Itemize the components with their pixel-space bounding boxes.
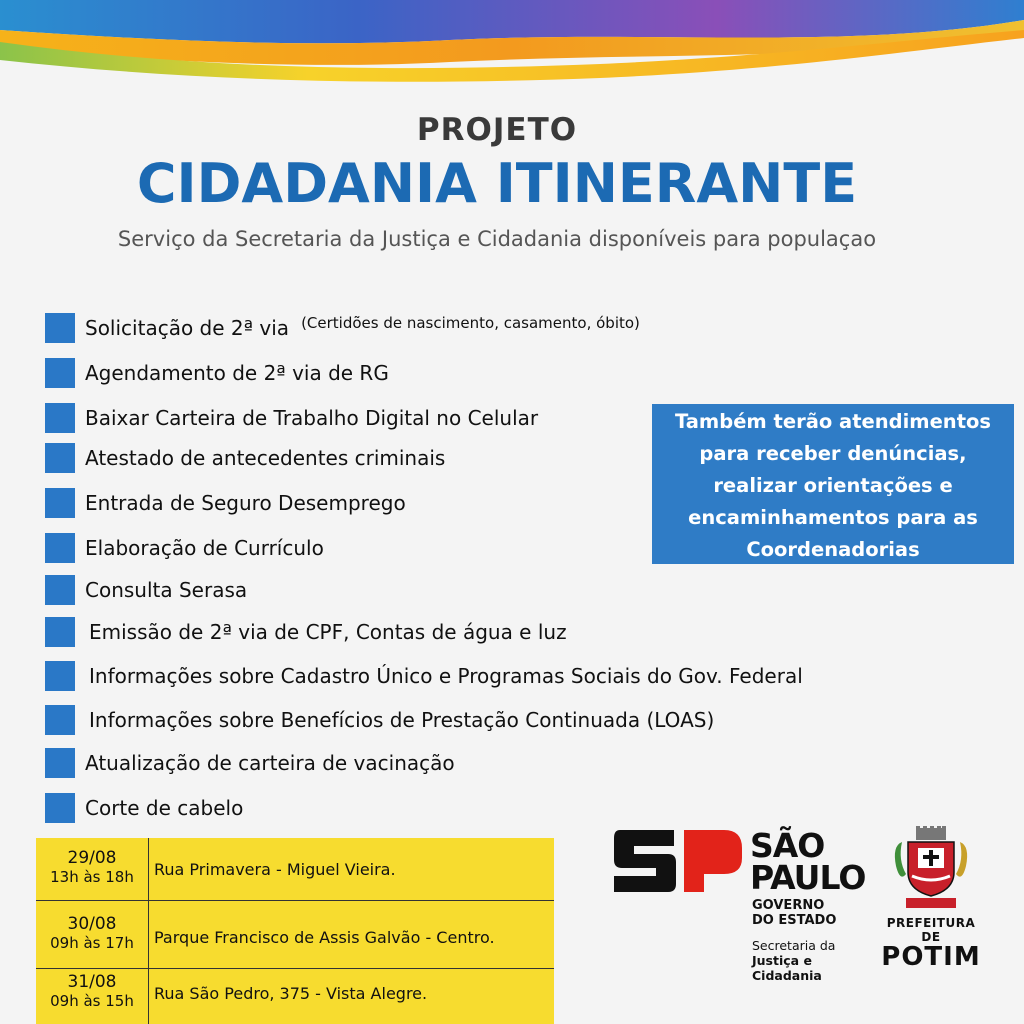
sp-name-line: SÃO [750,826,825,865]
service-label: Informações sobre Benefícios de Prestação Continuada (LOAS) [89,708,715,732]
sp-sec-line: Secretaria da [752,938,836,953]
sp-logo-mark-icon [612,828,744,894]
service-item [45,574,247,606]
service-item [45,402,538,434]
info-line: Coordenadorias [746,538,920,561]
service-item [45,312,640,344]
page-title: CIDADANIA ITINERANTE [136,152,858,215]
bullet-square-icon [45,443,75,473]
service-item [45,442,445,474]
service-item [45,532,324,564]
additional-services-box [652,404,1014,564]
schedule-divider [36,968,554,969]
bullet-square-icon [45,403,75,433]
service-item [45,487,406,519]
schedule-date-cell [36,972,148,1010]
schedule-date: 31/08 [67,972,117,992]
schedule-hours: 09h às 15h [50,992,134,1010]
info-line: para receber denúncias, [699,442,967,465]
schedule-location: Rua Primavera - Miguel Vieira. [154,860,396,879]
schedule-date-cell [36,914,148,952]
service-label: Informações sobre Cadastro Único e Programas Sociais do Gov. Federal [89,664,803,688]
potim-coat-of-arms-icon [888,826,974,912]
service-label: Corte de cabelo [85,796,244,820]
schedule-location: Rua São Pedro, 375 - Vista Alegre. [154,984,428,1003]
service-item [45,792,243,824]
schedule-hours: 09h às 17h [50,934,134,952]
info-line: realizar orientações e [713,474,953,497]
schedule-date: 29/08 [67,848,117,868]
sp-gov-line: GOVERNO [752,898,825,913]
project-kicker: PROJETO [416,112,578,148]
sp-sec-line: Justiça e [752,953,812,968]
service-label: Atestado de antecedentes criminais [85,446,446,470]
schedule-divider [36,900,554,901]
top-wave-decoration [0,0,1024,110]
schedule-date: 30/08 [67,914,117,934]
potim-prefecture-logo [876,826,986,972]
bullet-square-icon [45,488,75,518]
service-label: Agendamento de 2ª via de RG [85,361,389,385]
schedule-table [36,838,554,1024]
schedule-location: Parque Francisco de Assis Galvão - Centro. [154,928,495,947]
sp-government-label [752,898,836,928]
service-label: Atualização de carteira de vacinação [85,751,455,775]
prefecture-label: PREFEITURA DE [886,916,976,944]
service-label: Emissão de 2ª via de CPF, Contas de água e luz [89,620,567,644]
service-label: Entrada de Seguro Desemprego [85,491,406,515]
sp-name [750,826,866,897]
sp-gov-line: DO ESTADO [752,913,837,928]
service-label: Elaboração de Currículo [85,536,324,560]
schedule-hours: 13h às 18h [50,868,134,886]
service-item [45,660,803,692]
header [0,112,1024,251]
service-label: Baixar Carteira de Trabalho Digital no Celular [85,406,539,430]
bullet-square-icon [45,533,75,563]
page-subtitle: Serviço da Secretaria da Justiça e Cidadania disponíveis para populaçao [117,227,877,251]
info-line: Também terão atendimentos [674,410,992,433]
bullet-square-icon [45,661,75,691]
info-line: encaminhamentos para as [688,506,978,529]
service-label: Consulta Serasa [85,578,248,602]
service-item [45,616,567,648]
bullet-square-icon [45,748,75,778]
sp-name-line: PAULO [750,858,866,897]
service-note: (Certidões de nascimento, casamento, óbito) [301,314,640,332]
schedule-date-cell [36,848,148,886]
service-item [45,357,389,389]
service-label: Solicitação de 2ª via [85,316,290,340]
sp-secretariat-label [752,938,835,983]
schedule-divider [148,838,149,1024]
bullet-square-icon [45,358,75,388]
service-item [45,747,455,779]
bullet-square-icon [45,793,75,823]
city-name: POTIM [881,942,981,972]
sp-sec-line: Cidadania [752,968,822,983]
sao-paulo-government-logo [612,826,866,998]
bullet-square-icon [45,313,75,343]
bullet-square-icon [45,575,75,605]
service-item [45,704,714,736]
bullet-square-icon [45,617,75,647]
bullet-square-icon [45,705,75,735]
